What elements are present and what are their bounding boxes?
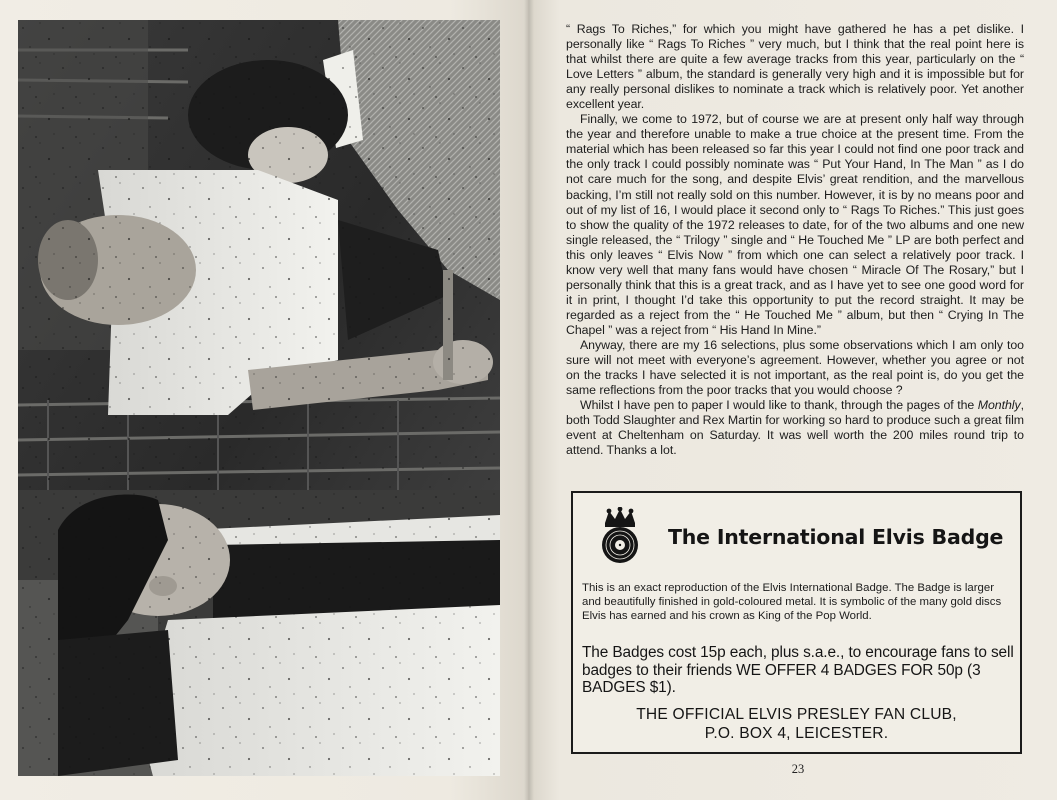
- ad-title: The International Elvis Badge: [668, 525, 1004, 549]
- thanks-text-end: , both Todd Slaughter and Rex Martin for working so hard to produce such a great film event at Cheltenham on Saturday. It was well worth the 200 miles round trip to attend. Thanks a lot.: [566, 398, 1024, 458]
- fan-club-po-box: P.O. BOX 4, LEICESTER.: [704, 724, 889, 742]
- fan-club-name: THE OFFICIAL ELVIS PRESLEY FAN CLUB,: [636, 706, 957, 723]
- article-paragraph: Anyway, there are my 16 selections, plus some observations which I am only too sure will not meet with everyone’s agreement. However, whether you agree or not on the tracks I have selected it is not important, as the real point is, do you get the same reflections from the poor tracks that you would choose ?: [566, 337, 1024, 398]
- photograph-illustration: [18, 20, 500, 776]
- thanks-text-start: Whilst I have pen to paper I would like to thank, through the pages of the: [580, 398, 978, 413]
- fan-club-address: [573, 706, 1020, 743]
- page-gutter: [524, 0, 534, 800]
- article-text: [566, 22, 1024, 458]
- crown-record-icon: [599, 507, 641, 565]
- article-paragraph: Finally, we come to 1972, but of course we are at present only half way through the year and therefore unable to make a true choice at the present time. From the material which has been released so far this year I could not find one poor track and the only track I could possibly nominate was “ Put Your Hand, In The Man ” as I do not care much for the song, and despite Elvis’ great rendition, and the marvellous backing, I’m still not really sold on this number. However, it is by no means poor and out of my list of 16, I would place it second only to “ Rags To Riches.” This just goes to show the quality of the 1972 releases to date, for of the two albums and one new single released, the “ Trilogy ” single and “ He Touched Me ” LP are both perfect and this only leaves “ Elvis Now ” from which one can select a relatively poor track. I know very well that many fans would have chosen “ Miracle Of The Rosary,” but I personally think that this is a great track, and as I have yet to see one good word for it in print, I thought I’d take this opportunity to put the record straight. It may be regarded as a reject from the “ He Touched Me ” album, but then “ Crying In The Chapel ” was a reject from “ His Hand In Mine.”: [566, 112, 1024, 337]
- thanks-paragraph: [566, 398, 1024, 458]
- photograph: [18, 20, 500, 776]
- badge-advertisement: [571, 491, 1022, 754]
- magazine-name: Monthly: [977, 398, 1021, 413]
- ad-price-text: The Badges cost 15p each, plus s.a.e., to encourage fans to sell badges to their friends WE OFFER 4 BADGES FOR 50p (3 BADGES $1).: [582, 644, 1014, 697]
- page-number: 23: [791, 762, 805, 776]
- ad-description: This is an exact reproduction of the Elvis International Badge. The Badge is larger and beautifully finished in gold-coloured metal. It is symbolic of the many gold discs Elvis has earned and his crown as King of the Pop World.: [582, 582, 1002, 623]
- article-paragraph: “ Rags To Riches,” for which you might have gathered he has a pet dislike. I personally like “ Rags To Riches ” very much, but I think that the real point here is that whilst there are quite a few average tracks from this year, particularly on the “ Love Letters ” album, the standard is generally very high and it is impossible but for any really personal dislikes to nominate a track which is relatively poor. Yet another excellent year.: [566, 22, 1024, 112]
